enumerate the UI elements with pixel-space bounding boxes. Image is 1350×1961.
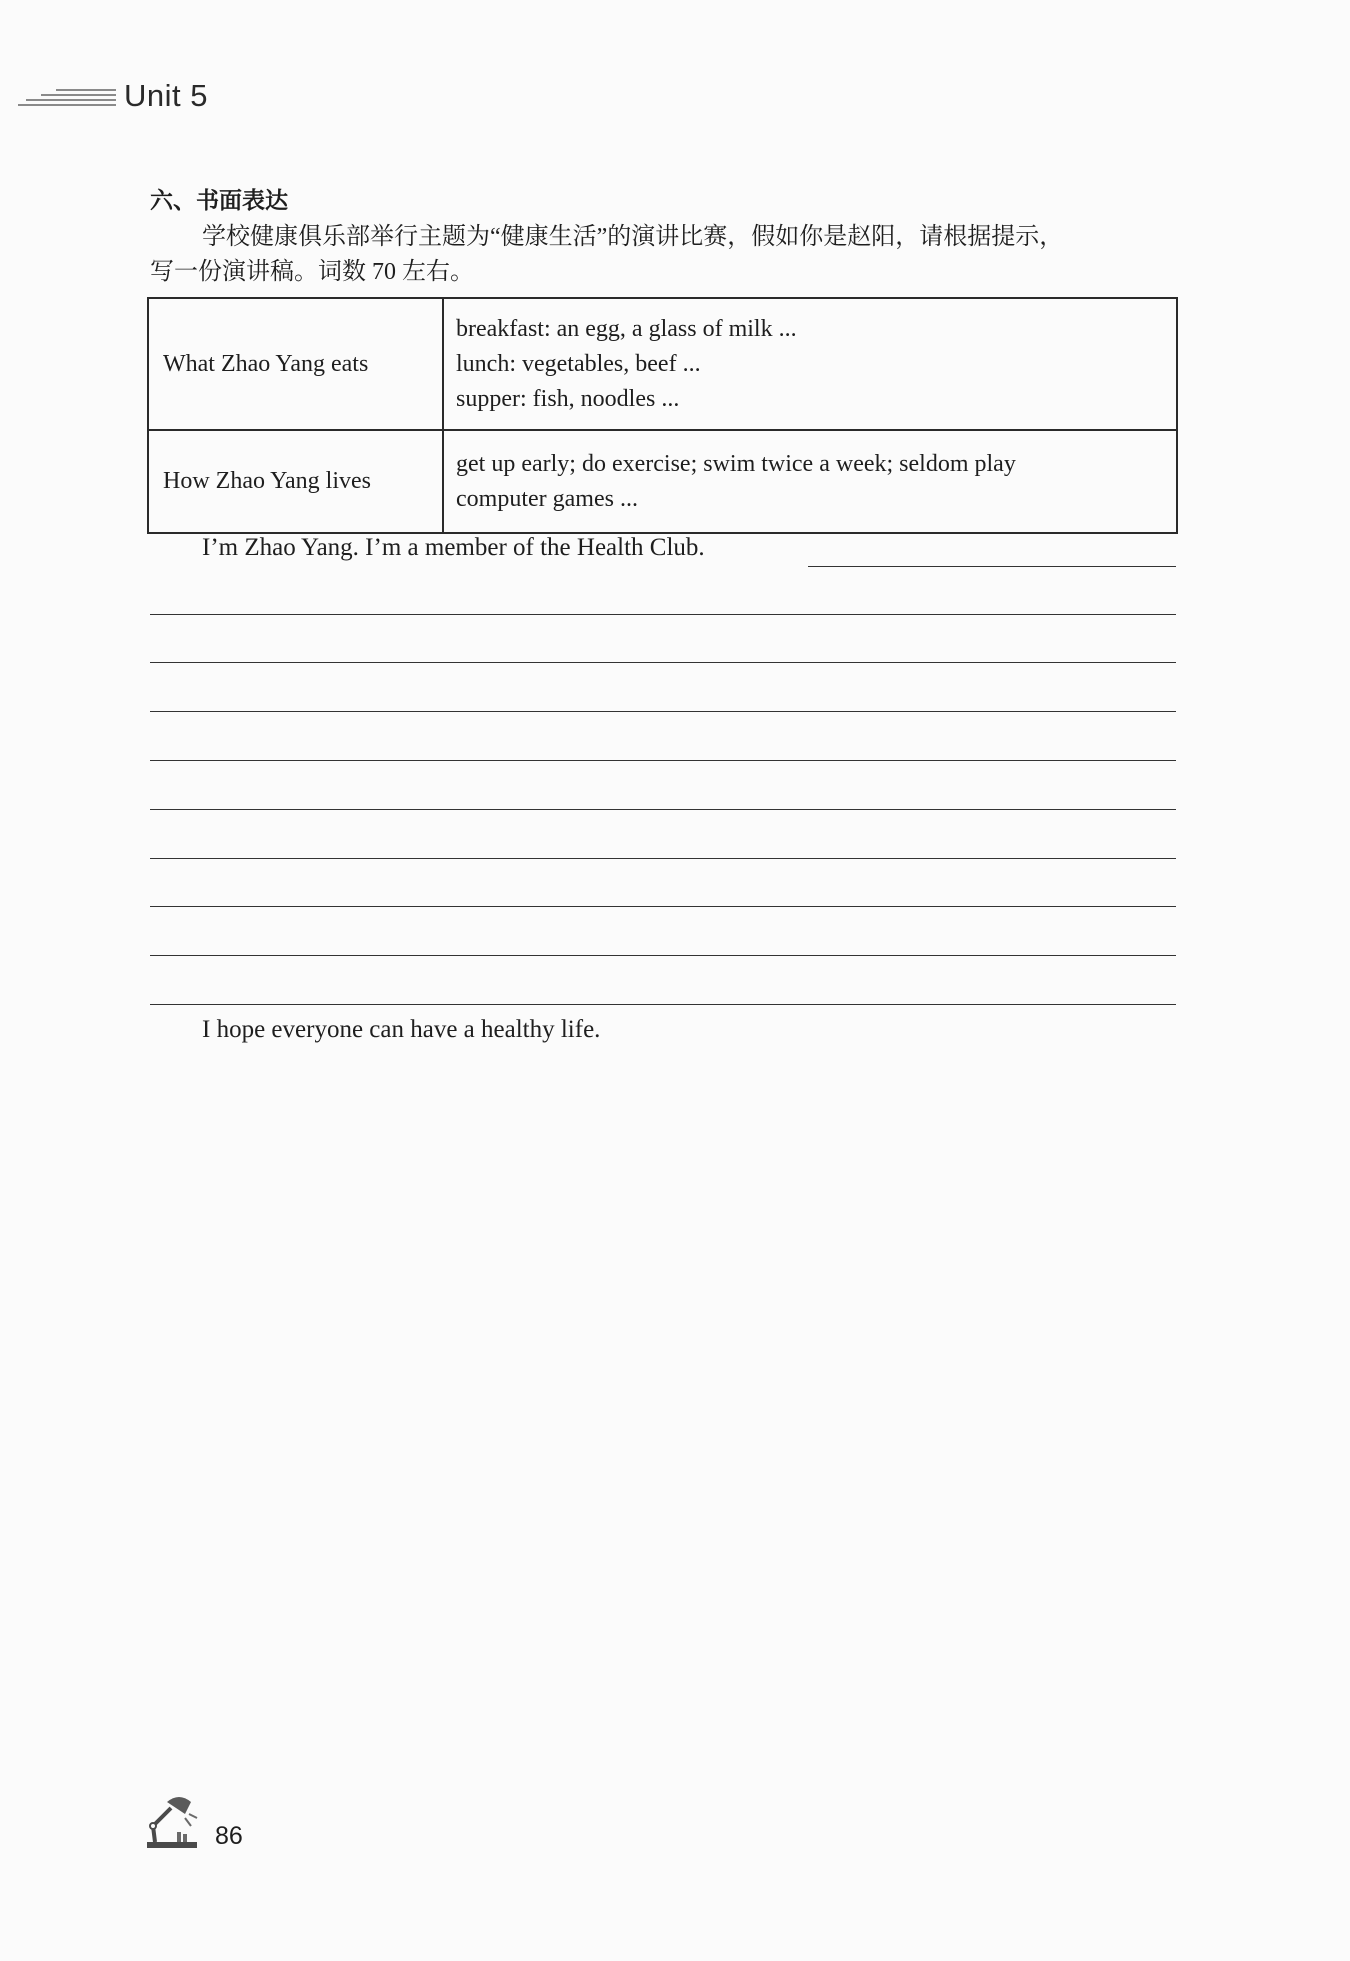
header-stripes-decoration [18,87,116,109]
row-label-lives: How Zhao Yang lives [148,430,443,533]
unit-title: Unit 5 [124,78,208,113]
writing-line[interactable] [150,809,1176,810]
content-line: lunch: vegetables, beef ... [456,350,701,377]
unit-header [18,78,208,114]
content-line: computer games ... [456,485,638,512]
row-label-eats: What Zhao Yang eats [148,298,443,430]
composition-opening: I’m Zhao Yang. I’m a member of the Health Club. [202,534,705,561]
writing-line[interactable] [150,906,1176,907]
writing-line[interactable] [150,1004,1176,1005]
content-line: get up early; do exercise; swim twice a week; seldom play [456,450,1016,477]
writing-line[interactable] [150,614,1176,615]
instructions [150,220,1185,290]
writing-line[interactable] [150,955,1176,956]
writing-line[interactable] [150,662,1176,663]
content-line: breakfast: an egg, a glass of milk ... [456,315,797,342]
desk-lamp-icon [145,1792,201,1855]
table-row [148,430,1177,533]
row-content-eats [443,298,1177,430]
writing-line[interactable] [808,566,1176,567]
instructions-line-1: 学校健康俱乐部举行主题为“健康生活”的演讲比赛，假如你是赵阳，请根据提示， [202,224,1064,250]
row-content-lives [443,430,1177,533]
page-number: 86 [215,1822,243,1850]
writing-line[interactable] [150,711,1176,712]
prompt-table [147,297,1178,534]
table-row [148,298,1177,430]
composition-closing: I hope everyone can have a healthy life. [202,1016,601,1043]
content-line: supper: fish, noodles ... [456,385,680,412]
writing-line[interactable] [150,760,1176,761]
instructions-line-2: 写一份演讲稿。词数 70 左右。 [150,259,474,285]
page-footer [145,1792,243,1855]
section-title: 六、书面表达 [150,188,288,214]
writing-line[interactable] [150,858,1176,859]
